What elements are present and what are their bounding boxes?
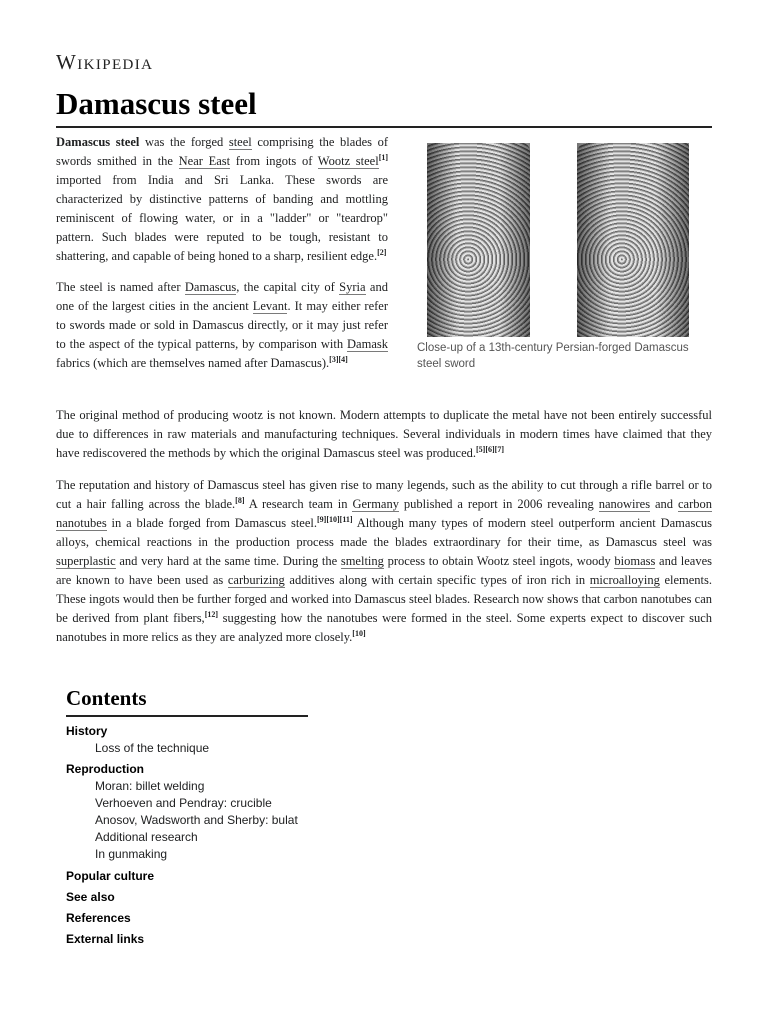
toc-list xyxy=(66,723,308,948)
toc-item-see-also[interactable]: See also xyxy=(66,890,115,904)
text: published a report in 2006 revealing xyxy=(398,497,599,511)
text: in a blade forged from Damascus steel. xyxy=(106,516,317,530)
text: Although many types of modern steel outperform ancient Damascus alloys, chemical reactions in the production process made the blades extraordinary for their time, as Damascus steel was xyxy=(56,516,712,549)
sword-figure xyxy=(417,143,713,372)
link-germany[interactable]: Germany xyxy=(352,497,399,511)
lead-paragraph-1 xyxy=(56,133,388,266)
text: additives along with certain specific types of iron rich in xyxy=(284,573,590,587)
toc-item-in-gunmaking[interactable]: In gunmaking xyxy=(95,847,168,861)
link-biomass[interactable]: biomass xyxy=(614,554,656,568)
refs-9-10-11[interactable]: [9][10][11] xyxy=(317,514,353,524)
text: elements. These ingots would then be further forged and worked into Damascus steel blades. Research now shows that carbon nanotubes can be derived from plant fibers, xyxy=(56,573,713,625)
link-smelting[interactable]: smelting xyxy=(340,554,384,568)
toc-group-references xyxy=(66,910,308,927)
link-superplastic[interactable]: superplastic xyxy=(56,554,116,568)
text: A research team in xyxy=(244,497,353,511)
toc-item-verhoeven[interactable]: Verhoeven and Pendray: crucible xyxy=(95,796,272,810)
link-damask[interactable]: Damask xyxy=(347,337,388,351)
text: , the capital city of xyxy=(236,280,340,294)
toc-item-anosov[interactable]: Anosov, Wadsworth and Sherby: bulat xyxy=(95,813,298,827)
toc-group-popular-culture xyxy=(66,868,308,885)
table-of-contents xyxy=(66,686,308,948)
text: . It may either refer to swords made or sold in Damascus directly, or it may just refer to the aspect of the typical patterns, by comparison with xyxy=(56,299,388,351)
lead-paragraph-2 xyxy=(56,278,388,373)
toc-item-moran[interactable]: Moran: billet welding xyxy=(95,779,205,793)
text: The steel is named after xyxy=(56,280,185,294)
toc-item-loss-of-technique[interactable]: Loss of the technique xyxy=(95,741,210,755)
title-divider xyxy=(56,126,712,128)
toc-item-additional-research[interactable]: Additional research xyxy=(95,830,198,844)
toc-item-external-links[interactable]: External links xyxy=(66,932,145,946)
ref-2[interactable]: [2] xyxy=(377,247,387,257)
ref-12[interactable]: [12] xyxy=(204,609,219,619)
toc-item-reproduction[interactable]: Reproduction xyxy=(66,762,144,776)
toc-group-history xyxy=(66,723,308,757)
link-steel[interactable]: steel xyxy=(228,135,252,149)
sword-closeup-image[interactable] xyxy=(417,143,713,337)
ref-1[interactable]: [1] xyxy=(378,152,389,162)
link-near-east[interactable]: Near East xyxy=(178,154,231,168)
blade-right-image xyxy=(577,143,689,337)
lead-section xyxy=(56,133,388,385)
figure-caption: Close-up of a 13th-century Persian-forged Damascus steel sword xyxy=(417,342,689,370)
ref-8[interactable]: [8] xyxy=(235,495,245,505)
text: and xyxy=(650,497,678,511)
toc-item-history[interactable]: History xyxy=(66,724,108,738)
text: The original method of producing wootz is not known. Modern attempts to duplicate the metal have not been entirely successful due to differences in raw materials and manufacturing techniques. Several individuals in modern times have claimed that they have rediscovered the methods by which the original Damascus steel was produced. xyxy=(56,408,712,460)
blade-left-image xyxy=(427,143,530,337)
toc-item-references[interactable]: References xyxy=(66,911,131,925)
link-syria[interactable]: Syria xyxy=(339,280,366,294)
refs-3-4[interactable]: [3][4] xyxy=(329,354,348,364)
link-carbon-nanotubes[interactable]: carbon nanotubes xyxy=(56,497,712,530)
toc-group-see-also xyxy=(66,889,308,906)
text: imported from India and Sri Lanka. These swords are characterized by distinctive patterns of banding and mottling reminiscent of flowing water, or in a "ladder" or "teardrop" pattern. Such blades were reputed to be tough, resistant to shattering, and capable of being honed to a sharp, resilient edge. xyxy=(56,173,388,263)
text: The reputation and history of Damascus steel has given rise to many legends, such as the ability to cut through a rifle barrel or to cut a hair falling across the blade. xyxy=(56,478,712,511)
text: and one of the largest cities in the ancient xyxy=(56,280,388,313)
link-damascus[interactable]: Damascus xyxy=(184,280,237,294)
text: comprising the blades of swords smithed in the xyxy=(56,135,388,168)
refs-5-6-7[interactable]: [5][6][7] xyxy=(476,444,504,454)
text: and very hard at the same time. During the xyxy=(115,554,341,568)
text: suggesting how the nanotubes were formed in the steel. Some experts expect to discover such nanotubes in more relics as they are analyzed more closely. xyxy=(56,611,712,644)
lead-bold-term: Damascus steel xyxy=(56,135,140,149)
toc-item-popular-culture[interactable]: Popular culture xyxy=(66,869,155,883)
toc-heading: Contents xyxy=(66,686,308,717)
link-wootz-steel[interactable]: Wootz steel xyxy=(317,154,379,168)
text: and leaves are known to have been used as xyxy=(56,554,713,587)
page-title: Damascus steel xyxy=(56,86,257,121)
text: from ingots of xyxy=(230,154,318,168)
wikipedia-wordmark[interactable]: Wikipedia xyxy=(56,50,154,74)
paragraph-4 xyxy=(56,476,712,647)
paragraph-3 xyxy=(56,406,712,463)
toc-group-external-links xyxy=(66,931,308,948)
link-levant[interactable]: Levant xyxy=(252,299,288,313)
link-microalloying[interactable]: microalloying xyxy=(589,573,660,587)
ref-10[interactable]: [10] xyxy=(352,628,366,638)
link-carburizing[interactable]: carburizing xyxy=(227,573,285,587)
text: process to obtain Wootz steel ingots, woody xyxy=(383,554,615,568)
link-nanowires[interactable]: nanowires xyxy=(598,497,651,511)
text: fabrics (which are themselves named after Damascus). xyxy=(56,356,330,370)
text: was the forged xyxy=(139,135,229,149)
toc-group-reproduction xyxy=(66,761,308,863)
